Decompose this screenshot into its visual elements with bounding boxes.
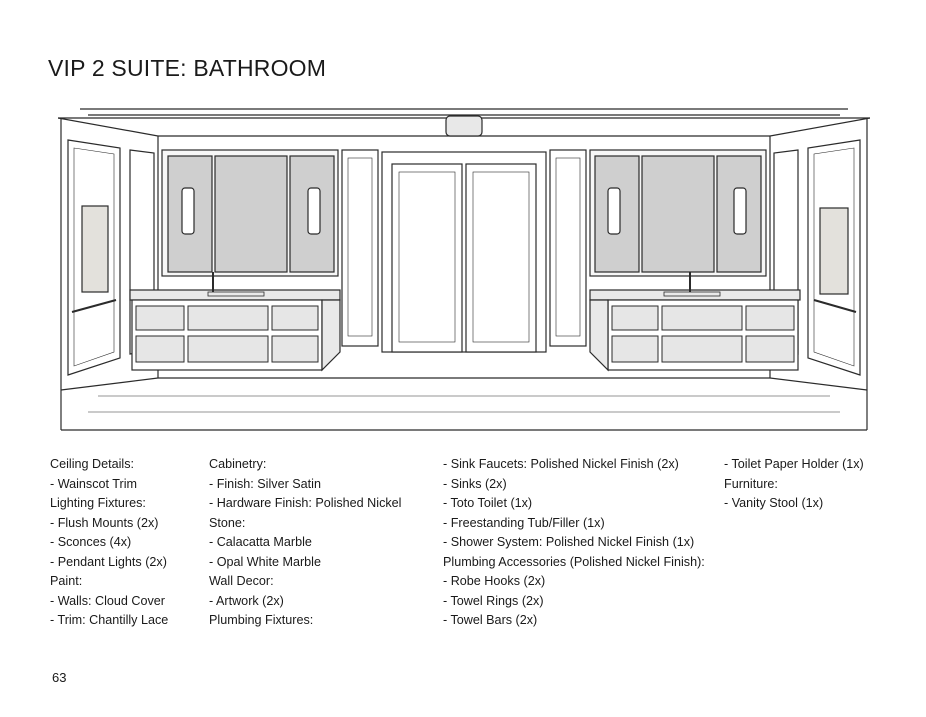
- spec-line: - Wainscot Trim: [50, 476, 137, 491]
- right-artwork: [820, 208, 848, 294]
- left-countertop: [130, 290, 340, 300]
- spec-column-1: [50, 455, 168, 631]
- spec-line: Wall Decor:: [209, 574, 274, 589]
- spec-line: - Freestanding Tub/Filler (1x): [443, 515, 605, 530]
- spec-line: - Walls: Cloud Cover: [50, 593, 166, 608]
- right-door: [466, 164, 536, 352]
- spec-line: - Pendant Lights (2x): [50, 554, 167, 569]
- right-towel-bar: [814, 300, 856, 312]
- spec-line: - Hardware Finish: Polished Nickel: [209, 496, 402, 511]
- page-number: 63: [52, 670, 67, 685]
- spec-line: - Towel Rings (2x): [443, 593, 544, 608]
- left-door: [392, 164, 462, 352]
- spec-line: - Robe Hooks (2x): [443, 574, 546, 589]
- spec-line: Furniture:: [724, 476, 778, 491]
- spec-line: - Shower System: Polished Nickel Finish (1x): [443, 535, 695, 550]
- spec-line: - Toto Toilet (1x): [443, 496, 533, 511]
- spec-line: - Flush Mounts (2x): [50, 515, 159, 530]
- spec-line: - Sconces (4x): [50, 535, 132, 550]
- left-towel-bar: [72, 300, 116, 312]
- spec-line: - Towel Bars (2x): [443, 613, 538, 628]
- right-countertop: [590, 290, 800, 300]
- spec-line: - Toilet Paper Holder (1x): [724, 457, 864, 471]
- spec-line: - Finish: Silver Satin: [209, 476, 321, 491]
- spec-line: - Calacatta Marble: [209, 535, 312, 550]
- spec-column-4: [724, 455, 864, 514]
- spec-column-3: [443, 455, 705, 631]
- spec-line: Plumbing Accessories (Polished Nickel Finish):: [443, 554, 705, 569]
- left-artwork: [82, 206, 108, 292]
- spec-line: - Artwork (2x): [209, 593, 284, 608]
- left-mirror-2: [215, 156, 287, 272]
- spec-line: Ceiling Details:: [50, 457, 134, 471]
- spec-line: Cabinetry:: [209, 457, 267, 471]
- spec-line: Paint:: [50, 574, 83, 589]
- pendant-light: [446, 116, 482, 136]
- spec-line: Lighting Fixtures:: [50, 496, 146, 511]
- bathroom-elevation-drawing: [58, 100, 870, 434]
- spec-column-2: [209, 455, 401, 631]
- spec-line: Plumbing Fixtures:: [209, 613, 314, 628]
- spec-line: - Sinks (2x): [443, 476, 507, 491]
- page-title: VIP 2 SUITE: BATHROOM: [48, 55, 327, 81]
- spec-line: Stone:: [209, 515, 246, 530]
- spec-line: - Vanity Stool (1x): [724, 496, 824, 511]
- spec-line: - Trim: Chantilly Lace: [50, 613, 169, 628]
- right-mirror-2: [642, 156, 714, 272]
- spec-line: - Opal White Marble: [209, 554, 321, 569]
- spec-line: - Sink Faucets: Polished Nickel Finish (2x): [443, 457, 679, 471]
